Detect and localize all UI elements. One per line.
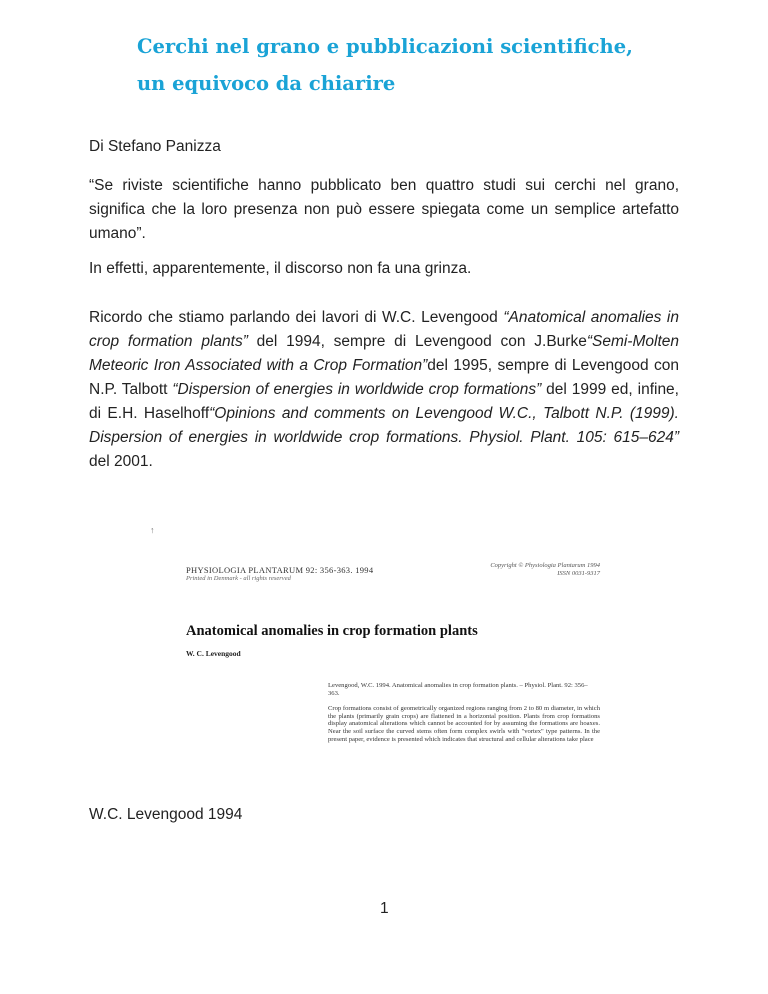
paper-citation: Levengood, W.C. 1994. Anatomical anomalies in crop formation plants. – Physiol. Plant. 92: 356–363. [328,682,588,697]
paper-author: W. C. Levengood [186,649,241,658]
ref-text-5: del 2001. [89,453,153,470]
ref-text-4: del 1999 ed, infine, di E.H. Haselhoff [89,381,679,422]
ref-title-3: “Dispersion of energies in worldwide crop formations” [172,381,542,398]
paper-title: Anatomical anomalies in crop formation plants [186,623,478,639]
printed-note: Printed in Denmark - all rights reserved [186,575,291,582]
scan-mark: ↑ [150,525,155,535]
figure-caption: W.C. Levengood 1994 [89,806,243,823]
ref-text-2: del 1994, sempre di Levengood con J.Burke [247,333,587,350]
journal-header: PHYSIOLOGIA PLANTARUM 92: 356-363. 1994 [186,565,374,575]
remark-paragraph: In effetti, apparentemente, il discorso non fa una grinza. [89,260,472,277]
copyright-note: Copyright © Physiologia Plantarum 1994 ISSN 0031-9317 [490,562,600,577]
quote-paragraph: “Se riviste scientifiche hanno pubblicato ben quattro studi sui cerchi nel grano, significa che la loro presenza non può essere spiegata come un semplice artefatto umano”. [89,177,679,242]
paper-scan-image [150,525,620,760]
ref-title-1: “Anatomical anomalies in crop formation plants” [89,309,679,350]
paper-abstract: Crop formations consist of geometrically organized regions ranging from 2 to 80 m diameter, in which the plants (primarily grain crops) are flattened in a horizontal position. Plants from crop formations display anatomical alterations which cannot be accounted for by assuming the formations are hoaxes. Near the soil surface the curved stems often form complex swirls with "vortex" type patterns. In the present paper, evidence is presented which indicates that structural and cellular alterations take place [328,705,600,743]
ref-title-4: “Opinions and comments on Levengood W.C., Talbott N.P. (1999). Dispersion of energies in worldwide crop formations. Physiol. Plant. 105: 615–624” [89,405,679,446]
author-line: Di Stefano Panizza [89,138,221,155]
ref-text-3: del 1995, sempre di Levengood con N.P. Talbott [89,357,679,398]
ref-title-2: “Semi-Molten Meteoric Iron Associated with a Crop Formation” [89,333,679,374]
ref-text-1: Ricordo che stiamo parlando dei lavori di W.C. Levengood [89,309,504,326]
references-paragraph [89,306,679,474]
page-number: 1 [380,900,389,917]
document-title: Cerchi nel grano e pubblicazioni scientifiche, un equivoco da chiarire [137,35,633,95]
